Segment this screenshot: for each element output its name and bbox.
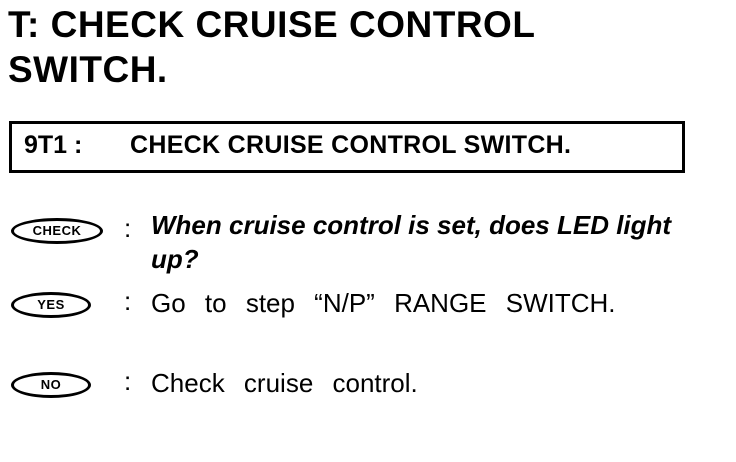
yes-badge: YES (11, 292, 91, 318)
title-line-2: SWITCH. (8, 49, 168, 90)
step-id: 9T1 : (24, 131, 83, 159)
yes-action: Go to step “N/P” RANGE SWITCH. (151, 288, 616, 318)
no-colon: : (124, 366, 132, 396)
no-action: Check cruise control. (151, 368, 418, 398)
step-title: CHECK CRUISE CONTROL SWITCH. (130, 131, 572, 159)
step-header-box (9, 121, 685, 173)
no-badge: NO (11, 372, 91, 398)
check-question: When cruise control is set, does LED light up? (151, 210, 672, 274)
check-colon: : (124, 213, 132, 243)
check-badge: CHECK (11, 218, 103, 244)
page-title (8, 2, 535, 92)
yes-colon: : (124, 286, 132, 316)
title-line-1: T: CHECK CRUISE CONTROL (8, 4, 536, 45)
